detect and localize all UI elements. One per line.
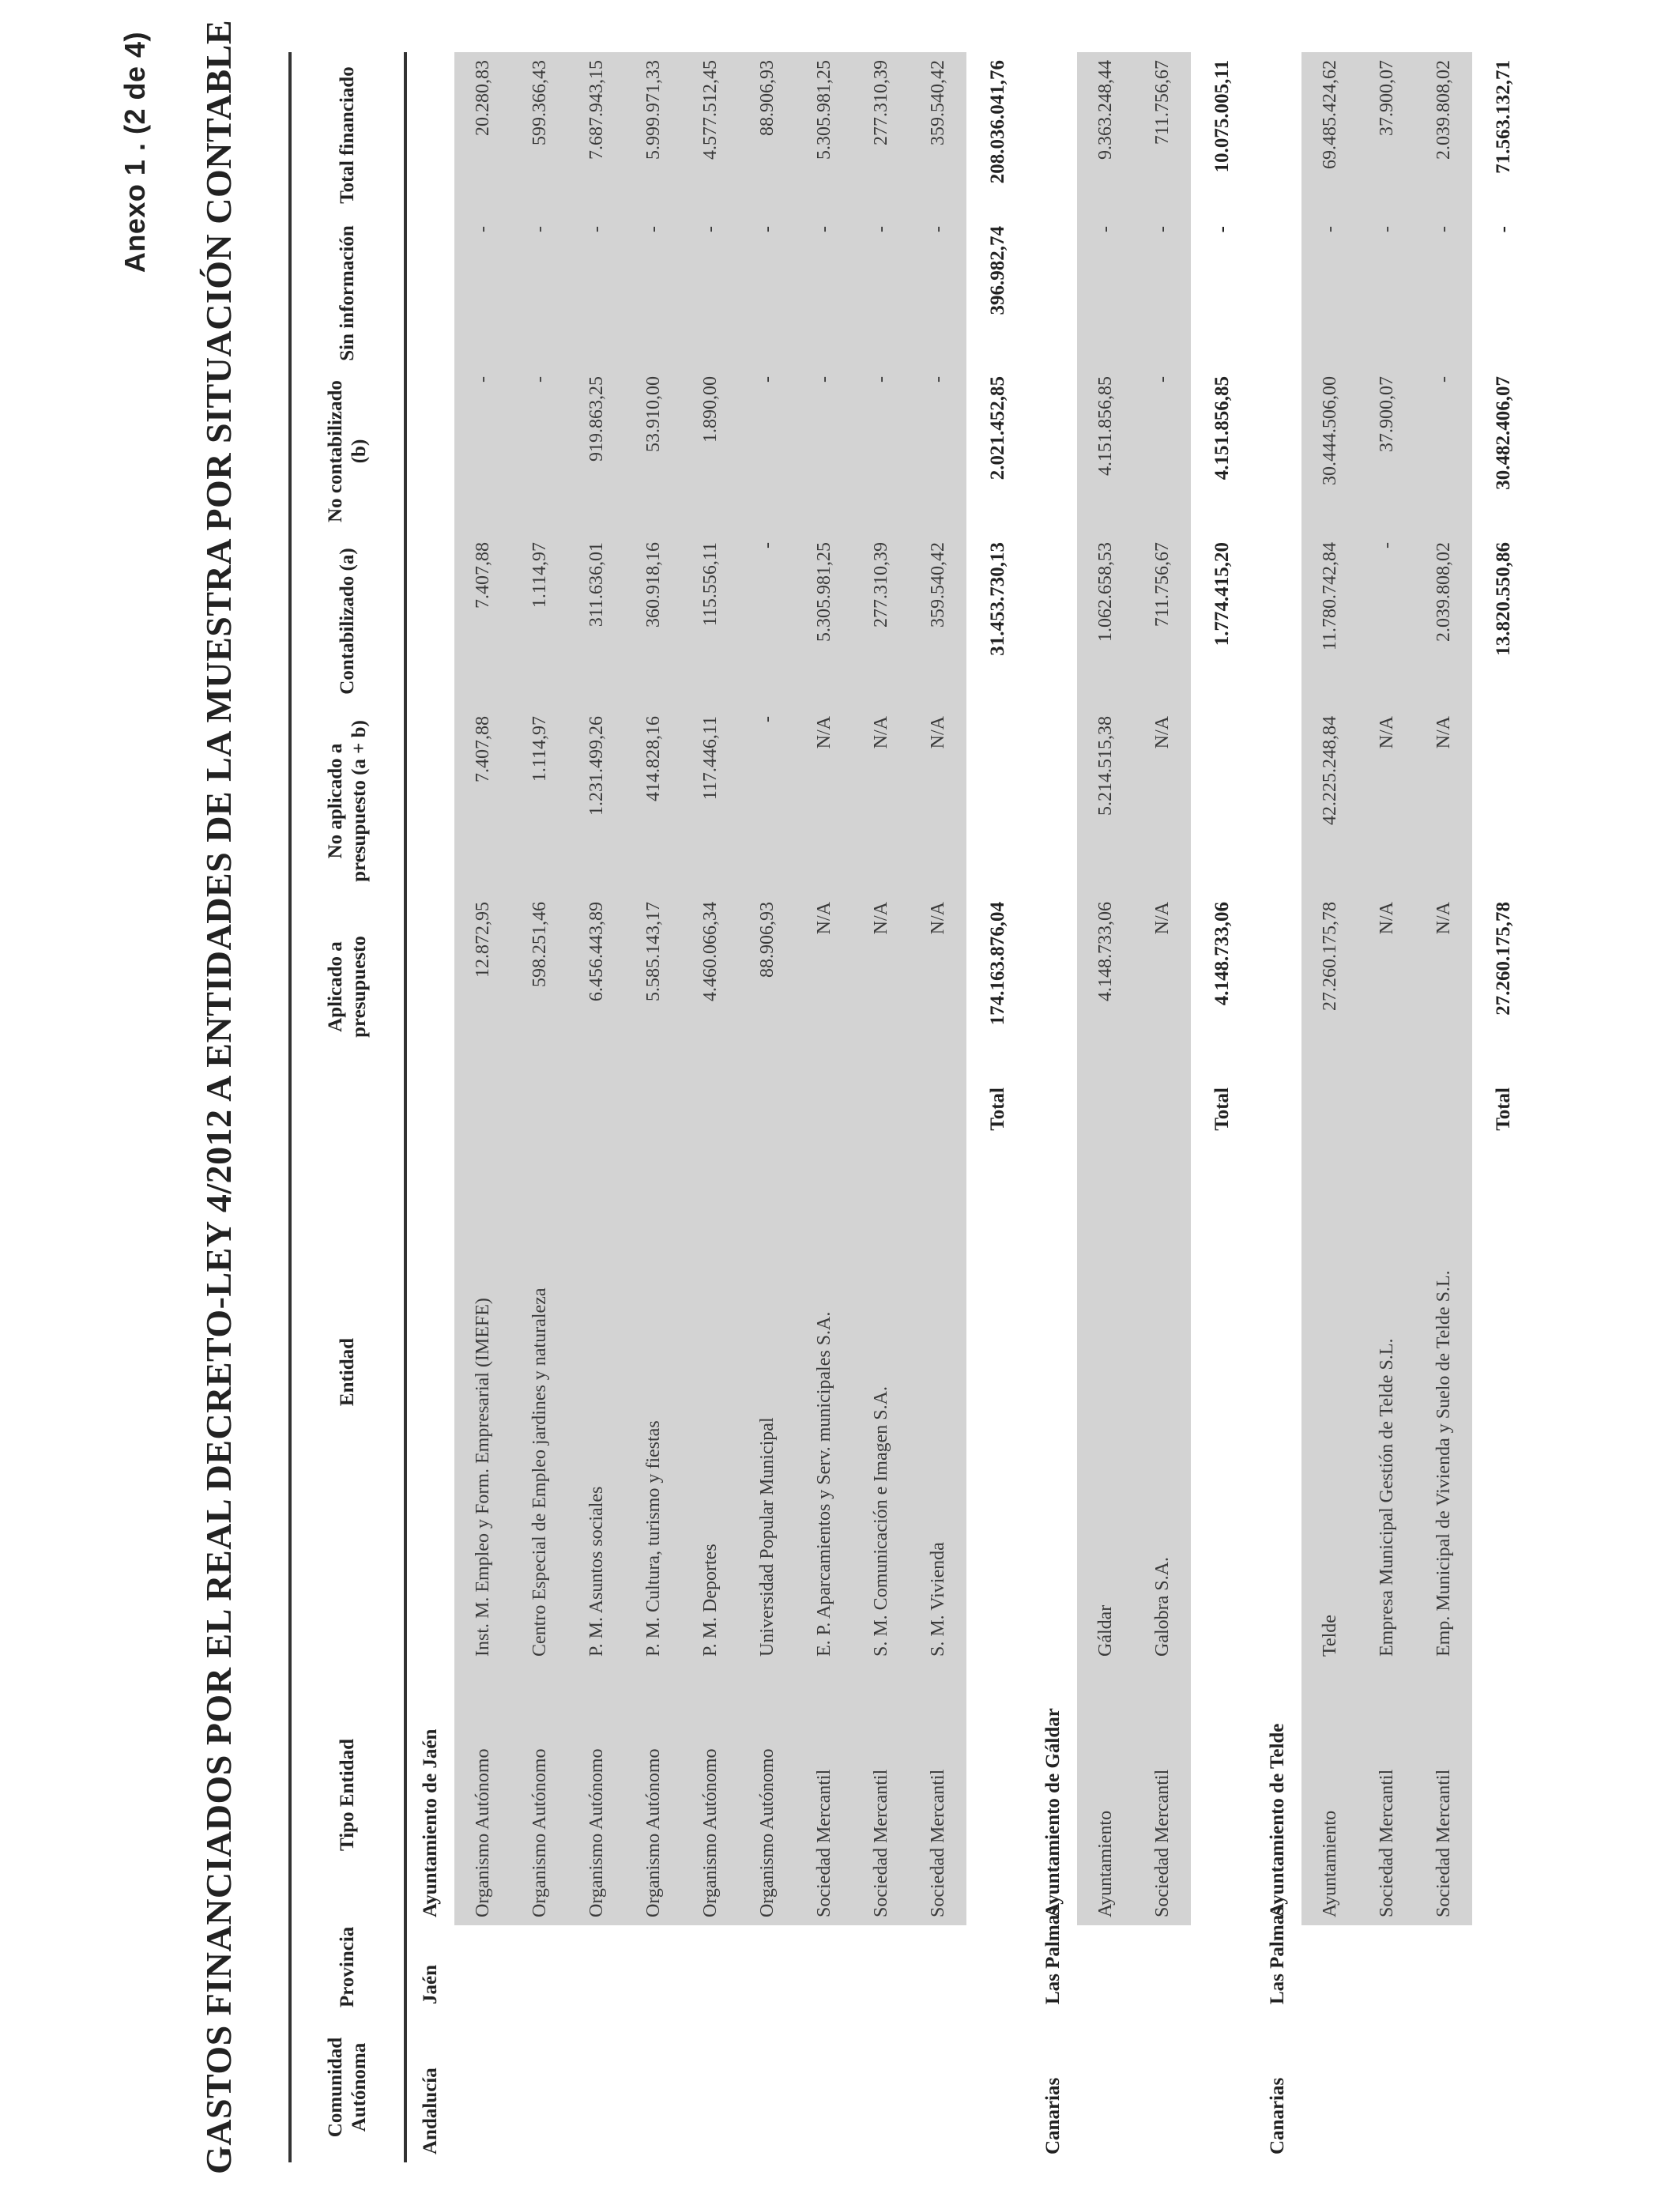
- no-contabilizado-cell: -: [853, 368, 910, 534]
- empty-cell: [1415, 2012, 1472, 2162]
- empty-cell: [1254, 534, 1301, 708]
- total-financiado: 10.075.005,11: [1211, 60, 1233, 173]
- tipo-cell: Sociedad Mercantil: [1134, 1664, 1191, 1925]
- header-no-aplicado: No aplicado a presupuesto (a + b): [290, 708, 405, 894]
- aplicado-cell: N/A: [1358, 894, 1415, 1080]
- contabilizado-cell: 1.114,97: [511, 534, 568, 708]
- table-row: [910, 52, 966, 2162]
- sin-info-cell: -: [1415, 218, 1472, 368]
- empty-cell: [405, 708, 454, 894]
- contabilizado-cell: 5.305.981,25: [796, 534, 853, 708]
- aplicado-cell: N/A: [1415, 894, 1472, 1080]
- empty-cell: [625, 2012, 682, 2162]
- entidad-cell: S. M. Vivienda: [910, 1080, 966, 1664]
- total-cell: 5.999.971,33: [625, 52, 682, 218]
- empty-cell: [1191, 1664, 1254, 1925]
- table-row: [568, 52, 625, 2162]
- empty-cell: [682, 1925, 739, 2012]
- total-row: [1191, 52, 1254, 2162]
- aplicado-cell: 598.251,46: [511, 894, 568, 1080]
- empty-cell: [511, 2012, 568, 2162]
- no-contabilizado-cell: -: [1134, 368, 1191, 534]
- tipo-cell: Ayuntamiento: [1077, 1664, 1134, 1925]
- empty-cell: [625, 1925, 682, 2012]
- total-no-aplicado: [1191, 708, 1254, 894]
- empty-cell: [1358, 1925, 1415, 2012]
- total-cell: 69.485.424,62: [1301, 52, 1358, 218]
- header-sin-info: Sin información: [290, 218, 405, 368]
- expenses-table: [288, 52, 1535, 2162]
- no-aplicado-cell: 42.225.248,84: [1301, 708, 1358, 894]
- contabilizado-cell: 7.407,88: [454, 534, 511, 708]
- empty-cell: [454, 2012, 511, 2162]
- sin-info-cell: -: [682, 218, 739, 368]
- empty-cell: [1030, 534, 1077, 708]
- entidad-cell: Empresa Municipal Gestión de Telde S.L.: [1358, 1080, 1415, 1664]
- header-contabilizado: Contabilizado (a): [290, 534, 405, 708]
- empty-cell: [910, 1925, 966, 2012]
- sin-info-cell: -: [1134, 218, 1191, 368]
- contabilizado-cell: -: [739, 534, 796, 708]
- total-row: [966, 52, 1030, 2162]
- contabilizado-cell: 711.756,67: [1134, 534, 1191, 708]
- aplicado-cell: N/A: [853, 894, 910, 1080]
- entidad-cell: S. M. Comunicación e Imagen S.A.: [853, 1080, 910, 1664]
- tipo-cell: Organismo Autónomo: [454, 1664, 511, 1925]
- sin-info-cell: -: [796, 218, 853, 368]
- no-contabilizado-cell: 37.900,07: [1358, 368, 1415, 534]
- tipo-cell: Sociedad Mercantil: [853, 1664, 910, 1925]
- empty-cell: [1472, 1925, 1535, 2012]
- sin-info-cell: -: [454, 218, 511, 368]
- table-row: [739, 52, 796, 2162]
- table-row: [682, 52, 739, 2162]
- tipo-cell: Ayuntamiento: [1301, 1664, 1358, 1925]
- table-row: [853, 52, 910, 2162]
- group-row: [1030, 52, 1077, 2162]
- total-sin-info: -: [1493, 226, 1514, 233]
- no-contabilizado-cell: -: [1415, 368, 1472, 534]
- total-financiado: 208.036.041,76: [987, 60, 1008, 184]
- entidad-cell: Universidad Popular Municipal: [739, 1080, 796, 1664]
- empty-cell: [1030, 218, 1077, 368]
- contabilizado-cell: 115.556,11: [682, 534, 739, 708]
- tipo-cell: Organismo Autónomo: [682, 1664, 739, 1925]
- table-row: [511, 52, 568, 2162]
- header-provincia: Provincia: [290, 1925, 405, 2012]
- entidad-cell: P. M. Asuntos sociales: [568, 1080, 625, 1664]
- no-contabilizado-cell: 1.890,00: [682, 368, 739, 534]
- sin-info-cell: -: [910, 218, 966, 368]
- sin-info-cell: -: [1301, 218, 1358, 368]
- group-row: [405, 52, 454, 2162]
- total-label: Total: [1211, 1088, 1233, 1131]
- empty-cell: [568, 1925, 625, 2012]
- total-no-contabilizado: 2.021.452,85: [987, 376, 1008, 481]
- no-aplicado-cell: N/A: [796, 708, 853, 894]
- no-contabilizado-cell: -: [454, 368, 511, 534]
- ayuntamiento-cell: Ayuntamiento de Gáldar: [1042, 1708, 1064, 1917]
- total-cell: 37.900,07: [1358, 52, 1415, 218]
- empty-cell: [1415, 1925, 1472, 2012]
- no-aplicado-cell: N/A: [1415, 708, 1472, 894]
- aplicado-cell: 88.906,93: [739, 894, 796, 1080]
- comunidad-cell: Canarias: [1042, 2077, 1064, 2154]
- tipo-cell: Sociedad Mercantil: [1415, 1664, 1472, 1925]
- total-aplicado: 174.163.876,04: [987, 902, 1008, 1026]
- empty-cell: [1358, 2012, 1415, 2162]
- header-tipo: Tipo Entidad: [290, 1664, 405, 1925]
- no-aplicado-cell: N/A: [1134, 708, 1191, 894]
- empty-cell: [1077, 1925, 1134, 2012]
- empty-cell: [405, 894, 454, 1080]
- total-cell: 7.687.943,15: [568, 52, 625, 218]
- empty-cell: [966, 1925, 1030, 2012]
- entidad-cell: Emp. Municipal de Vivienda y Suelo de Telde S.L.: [1415, 1080, 1472, 1664]
- ayuntamiento-cell: Ayuntamiento de Jaén: [420, 1728, 441, 1917]
- annex-label: Anexo 1 . (2 de 4): [119, 32, 151, 273]
- table-row: [1077, 52, 1134, 2162]
- total-no-aplicado: [1472, 708, 1535, 894]
- empty-cell: [1030, 368, 1077, 534]
- provincia-cell: Las Palmas: [1042, 1907, 1064, 2004]
- header-aplicado: Aplicado a presupuesto: [290, 894, 405, 1080]
- aplicado-cell: N/A: [796, 894, 853, 1080]
- total-no-contabilizado: 30.482.406,07: [1493, 376, 1514, 490]
- contabilizado-cell: 360.918,16: [625, 534, 682, 708]
- entidad-cell: E. P. Aparcamientos y Serv. municipales S.A.: [796, 1080, 853, 1664]
- no-aplicado-cell: 5.214.515,38: [1077, 708, 1134, 894]
- no-contabilizado-cell: -: [796, 368, 853, 534]
- no-aplicado-cell: 117.446,11: [682, 708, 739, 894]
- entidad-cell: Galobra S.A.: [1134, 1080, 1191, 1664]
- empty-cell: [966, 2012, 1030, 2162]
- ayuntamiento-cell: Ayuntamiento de Telde: [1267, 1723, 1288, 1917]
- sin-info-cell: -: [568, 218, 625, 368]
- total-cell: 88.906,93: [739, 52, 796, 218]
- no-aplicado-cell: -: [739, 708, 796, 894]
- empty-cell: [454, 1925, 511, 2012]
- total-cell: 20.280,83: [454, 52, 511, 218]
- empty-cell: [1472, 2012, 1535, 2162]
- table-row: [796, 52, 853, 2162]
- contabilizado-cell: 311.636,01: [568, 534, 625, 708]
- total-cell: 277.310,39: [853, 52, 910, 218]
- entidad-cell: Telde: [1301, 1080, 1358, 1664]
- tipo-cell: Organismo Autónomo: [568, 1664, 625, 1925]
- total-cell: 599.366,43: [511, 52, 568, 218]
- comunidad-cell: Andalucía: [420, 2068, 441, 2154]
- no-contabilizado-cell: -: [511, 368, 568, 534]
- header-entidad: Entidad: [290, 1080, 405, 1664]
- tipo-cell: Sociedad Mercantil: [796, 1664, 853, 1925]
- entidad-cell: P. M. Deportes: [682, 1080, 739, 1664]
- comunidad-cell: Canarias: [1267, 2077, 1288, 2154]
- table-row: [625, 52, 682, 2162]
- table-row: [454, 52, 511, 2162]
- table-body: [405, 52, 1535, 2162]
- tipo-cell: Sociedad Mercantil: [910, 1664, 966, 1925]
- total-contabilizado: 31.453.730,13: [987, 542, 1008, 656]
- contabilizado-cell: 277.310,39: [853, 534, 910, 708]
- total-cell: 9.363.248,44: [1077, 52, 1134, 218]
- contabilizado-cell: 1.062.658,53: [1077, 534, 1134, 708]
- total-sin-info: -: [1211, 226, 1233, 233]
- contabilizado-cell: 11.780.742,84: [1301, 534, 1358, 708]
- no-contabilizado-cell: -: [739, 368, 796, 534]
- total-no-contabilizado: 4.151.856,85: [1211, 376, 1233, 481]
- empty-cell: [1030, 894, 1077, 1080]
- total-label: Total: [987, 1088, 1008, 1131]
- total-cell: 4.577.512,45: [682, 52, 739, 218]
- total-aplicado: 4.148.733,06: [1211, 902, 1233, 1006]
- empty-cell: [910, 2012, 966, 2162]
- empty-cell: [1191, 2012, 1254, 2162]
- aplicado-cell: 4.148.733,06: [1077, 894, 1134, 1080]
- sin-info-cell: -: [739, 218, 796, 368]
- total-aplicado: 27.260.175,78: [1493, 902, 1514, 1016]
- entidad-cell: Centro Especial de Empleo jardines y naturaleza: [511, 1080, 568, 1664]
- tipo-cell: Organismo Autónomo: [511, 1664, 568, 1925]
- no-aplicado-cell: N/A: [853, 708, 910, 894]
- empty-cell: [1254, 368, 1301, 534]
- total-row: [1472, 52, 1535, 2162]
- table-row: [1301, 52, 1358, 2162]
- no-contabilizado-cell: -: [910, 368, 966, 534]
- aplicado-cell: 6.456.443,89: [568, 894, 625, 1080]
- page-title: GASTOS FINANCIADOS POR EL REAL DECRETO-LEY 4/2012 A ENTIDADES DE LA MUESTRA POR SITUACIÓN CONTABLE: [198, 19, 239, 2175]
- total-cell: 2.039.808,02: [1415, 52, 1472, 218]
- sin-info-cell: -: [1358, 218, 1415, 368]
- empty-cell: [405, 368, 454, 534]
- no-aplicado-cell: 7.407,88: [454, 708, 511, 894]
- aplicado-cell: 12.872,95: [454, 894, 511, 1080]
- table-row: [1134, 52, 1191, 2162]
- empty-cell: [682, 2012, 739, 2162]
- header-comunidad: Comunidad Autónoma: [290, 2012, 405, 2162]
- sin-info-cell: -: [853, 218, 910, 368]
- empty-cell: [1301, 2012, 1358, 2162]
- entidad-cell: Gáldar: [1077, 1080, 1134, 1664]
- total-label: Total: [1493, 1088, 1514, 1131]
- contabilizado-cell: 2.039.808,02: [1415, 534, 1472, 708]
- tipo-cell: Organismo Autónomo: [625, 1664, 682, 1925]
- aplicado-cell: 27.260.175,78: [1301, 894, 1358, 1080]
- empty-cell: [1254, 894, 1301, 1080]
- empty-cell: [1030, 708, 1077, 894]
- total-cell: 5.305.981,25: [796, 52, 853, 218]
- no-aplicado-cell: 1.114,97: [511, 708, 568, 894]
- empty-cell: [796, 1925, 853, 2012]
- no-contabilizado-cell: 53.910,00: [625, 368, 682, 534]
- sin-info-cell: -: [625, 218, 682, 368]
- empty-cell: [1472, 1664, 1535, 1925]
- total-no-aplicado: [966, 708, 1030, 894]
- empty-cell: [966, 1664, 1030, 1925]
- header-total-financiado: Total financiado: [290, 52, 405, 218]
- empty-cell: [405, 52, 454, 218]
- sin-info-cell: -: [1077, 218, 1134, 368]
- no-aplicado-cell: 1.231.499,26: [568, 708, 625, 894]
- empty-cell: [1134, 1925, 1191, 2012]
- aplicado-cell: N/A: [910, 894, 966, 1080]
- header-no-contabilizado: No contabilizado (b): [290, 368, 405, 534]
- total-financiado: 71.563.132,71: [1493, 60, 1514, 174]
- provincia-cell: Jaén: [420, 1965, 441, 2004]
- empty-cell: [1077, 2012, 1134, 2162]
- empty-cell: [405, 534, 454, 708]
- no-contabilizado-cell: 30.444.506,00: [1301, 368, 1358, 534]
- aplicado-cell: 5.585.143,17: [625, 894, 682, 1080]
- entidad-cell: P. M. Cultura, turismo y fiestas: [625, 1080, 682, 1664]
- empty-cell: [1030, 52, 1077, 218]
- total-sin-info: 396.982,74: [987, 226, 1008, 315]
- contabilizado-cell: -: [1358, 534, 1415, 708]
- total-contabilizado: 13.820.550,86: [1493, 542, 1514, 656]
- no-contabilizado-cell: 919.863,25: [568, 368, 625, 534]
- group-row: [1254, 52, 1301, 2162]
- tipo-cell: Sociedad Mercantil: [1358, 1664, 1415, 1925]
- tipo-cell: Organismo Autónomo: [739, 1664, 796, 1925]
- sin-info-cell: -: [511, 218, 568, 368]
- empty-cell: [853, 1925, 910, 2012]
- total-cell: 711.756,67: [1134, 52, 1191, 218]
- no-contabilizado-cell: 4.151.856,85: [1077, 368, 1134, 534]
- aplicado-cell: 4.460.066,34: [682, 894, 739, 1080]
- no-aplicado-cell: N/A: [1358, 708, 1415, 894]
- empty-cell: [1254, 218, 1301, 368]
- empty-cell: [796, 2012, 853, 2162]
- total-contabilizado: 1.774.415,20: [1211, 542, 1233, 647]
- empty-cell: [1134, 2012, 1191, 2162]
- no-aplicado-cell: N/A: [910, 708, 966, 894]
- contabilizado-cell: 359.540,42: [910, 534, 966, 708]
- empty-cell: [853, 2012, 910, 2162]
- total-cell: 359.540,42: [910, 52, 966, 218]
- entidad-cell: Inst. M. Empleo y Form. Empresarial (IMEFE): [454, 1080, 511, 1664]
- empty-cell: [1254, 708, 1301, 894]
- empty-cell: [568, 2012, 625, 2162]
- aplicado-cell: N/A: [1134, 894, 1191, 1080]
- table-row: [1358, 52, 1415, 2162]
- empty-cell: [739, 2012, 796, 2162]
- no-aplicado-cell: 414.828,16: [625, 708, 682, 894]
- empty-cell: [1254, 52, 1301, 218]
- empty-cell: [739, 1925, 796, 2012]
- empty-cell: [1191, 1925, 1254, 2012]
- empty-cell: [511, 1925, 568, 2012]
- table-row: [1415, 52, 1472, 2162]
- empty-cell: [1301, 1925, 1358, 2012]
- provincia-cell: Las Palmas: [1267, 1907, 1288, 2004]
- empty-cell: [405, 218, 454, 368]
- table-header: [290, 52, 405, 2162]
